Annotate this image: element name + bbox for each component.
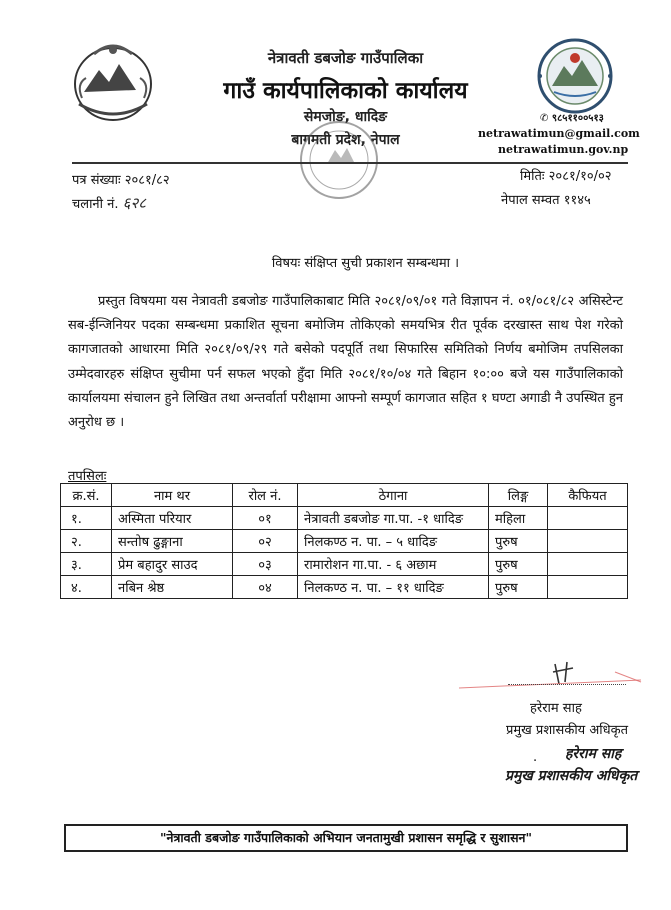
col-header-gender: लिङ्ग <box>489 484 548 507</box>
nepal-samvat: नेपाल सम्वत ११४५ <box>501 193 591 208</box>
office-location: सेमजोङ, धादिङ <box>303 109 388 125</box>
cell-remarks <box>548 530 628 553</box>
cell-name: सन्तोष ढुङ्गाना <box>112 530 233 553</box>
letter-date: मितिः २०८१/१०/०२ <box>520 169 612 184</box>
dispatch-value: ६२८ <box>122 194 147 212</box>
cell-roll: ०३ <box>233 553 298 576</box>
cell-name: नबिन श्रेष्ठ <box>112 576 233 599</box>
cell-gender: पुरुष <box>489 576 548 599</box>
cell-serial: २. <box>61 530 112 553</box>
letter-body: प्रस्तुत विषयमा यस नेत्रावती डबजोङ गाउँपालिकाबाट मिति २०८१/०९/०१ गते विज्ञापन नं. ०१/०८१/८२ असिस्टेन्ट सब-ईन्जिनियर पदका सम्बन्धमा प्रकाशित सूचना बमोजिम तोकिएको समयभित्र रीत पूर्वक दरखास्त साथ पेश गरेको कागजातको आधारमा मिति २०८१/०९/२९ गते बसेको पदपूर्ति तथा सिफारिस समितिको निर्णय बमोजिम तपसिलका उम्मेदवारहरु संक्षिप्त सुचीमा पर्न सफल भएको हुँदा मिति २०८१/१०/०४ गते बिहान १०:०० बजे यस गाउँपालिकाको कार्यालयमा संचालन हुने लिखित तथा अन्तर्वार्ता परीक्षामा आफ्नो सम्पूर्ण कागजात सहित १ घण्टा अगाडी नै उपस्थित हुन अनुरोध छ । <box>68 294 623 431</box>
cell-gender: पुरुष <box>489 553 548 576</box>
col-header-name: नाम थर <box>112 484 233 507</box>
cell-address: निलकण्ठ न. पा. – ११ धादिङ <box>298 576 489 599</box>
signature-scribble <box>455 658 645 696</box>
table-row <box>61 553 628 576</box>
cell-roll: ०१ <box>233 507 298 530</box>
dispatch-label: चलानी नं. <box>72 197 119 212</box>
cell-address: नेत्रावती डबजोङ गा.पा. -१ धादिङ <box>298 507 489 530</box>
cell-roll: ०४ <box>233 576 298 599</box>
schedule-label: तपसिलः <box>68 469 107 484</box>
phone-number: ✆ ९८५११००५१३ <box>540 113 604 124</box>
stamp-bullet: . <box>533 750 538 765</box>
cell-serial: ४. <box>61 576 112 599</box>
letter-number: पत्र संख्याः २०८१/८२ <box>72 173 170 188</box>
table-header-row <box>61 484 628 507</box>
col-header-serial: क्र.सं. <box>61 484 112 507</box>
cell-gender: पुरुष <box>489 530 548 553</box>
cell-name: प्रेम बहादुर साउद <box>112 553 233 576</box>
footer-slogan: "नेत्रावती डबजोङ गाउँपालिकाको अभियान जनतामुखी प्रशासन समृद्धि र सुशासन" <box>64 824 628 852</box>
office-stamp <box>297 118 381 202</box>
cell-remarks <box>548 507 628 530</box>
col-header-roll: रोल नं. <box>233 484 298 507</box>
office-name: गाउँ कार्यपालिकाको कार्यालय <box>223 78 468 104</box>
letter-subject: विषयः संक्षिप्त सुची प्रकाशन सम्बन्धमा । <box>271 256 460 271</box>
table-row <box>61 530 628 553</box>
cell-serial: ३. <box>61 553 112 576</box>
cell-name: अस्मिता परियार <box>112 507 233 530</box>
municipality-name: नेत्रावती डबजोङ गाउँपालिका <box>267 49 424 67</box>
cell-roll: ०२ <box>233 530 298 553</box>
cell-serial: १. <box>61 507 112 530</box>
candidate-table <box>60 483 628 599</box>
cell-remarks <box>548 576 628 599</box>
stamp-name: हरेराम साह <box>565 746 622 762</box>
dispatch-number <box>72 193 146 213</box>
cell-gender: महिला <box>489 507 548 530</box>
col-header-address: ठेगाना <box>298 484 489 507</box>
office-province: बागमती प्रदेश, नेपाल <box>291 132 400 148</box>
table-row <box>61 576 628 599</box>
stamp-title: प्रमुख प्रशासकीय अधिकृत <box>505 768 638 784</box>
cell-remarks <box>548 553 628 576</box>
email-address: netrawatimun@gmail.com <box>478 127 640 140</box>
signatory-title: प्रमुख प्रशासकीय अधिकृत <box>506 723 629 738</box>
signature-line <box>508 684 626 685</box>
header-divider <box>72 162 628 164</box>
phone-value: ९८५११००५१३ <box>551 113 604 124</box>
cell-address: निलकण्ठ न. पा. – ५ धादिङ <box>298 530 489 553</box>
signatory-name: हरेराम साह <box>530 701 582 716</box>
table-row <box>61 507 628 530</box>
website-address: netrawatimun.gov.np <box>498 143 629 156</box>
cell-address: रामारोशन गा.पा. - ६ अछाम <box>298 553 489 576</box>
col-header-remarks: कैफियत <box>548 484 628 507</box>
